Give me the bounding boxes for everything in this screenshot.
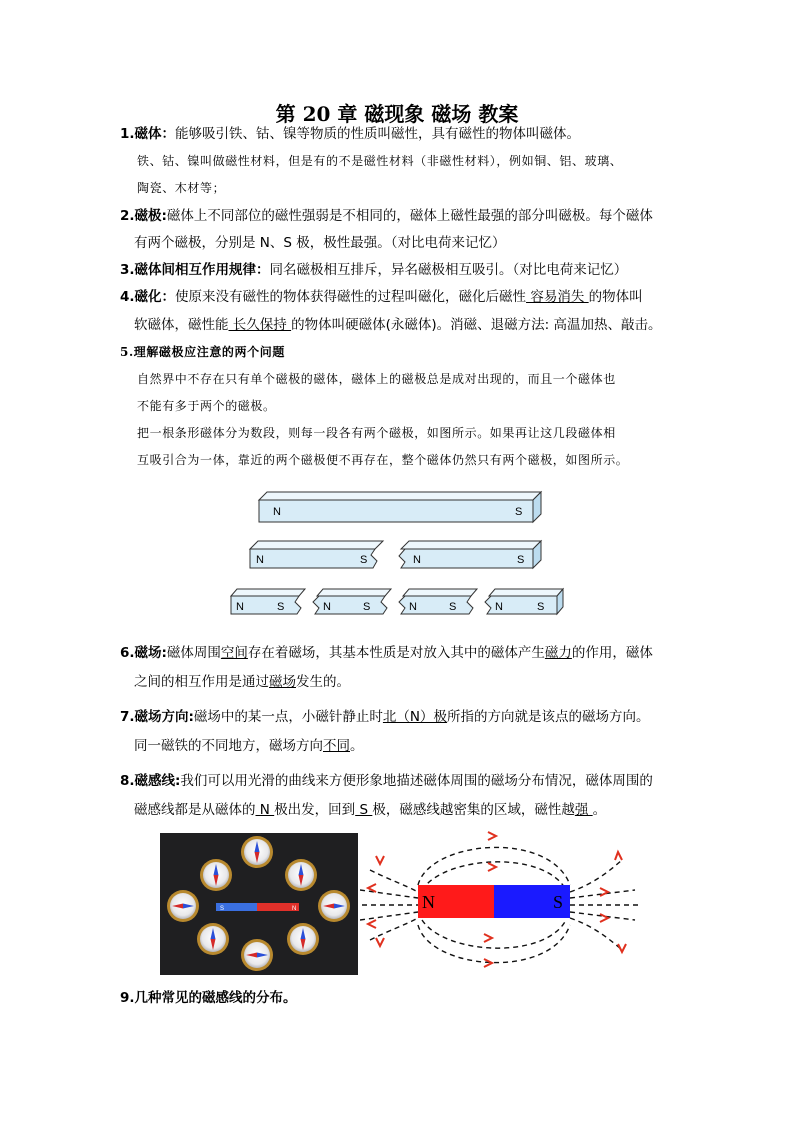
section-2 [120,207,653,225]
big-bar-magnet [418,885,570,918]
section-7-line-2 [134,737,364,755]
section-8-blank-3: 强 [574,802,593,818]
bar-magnets-figure [225,488,570,620]
section-8-line-1 [120,772,653,790]
magnet-full [259,492,541,522]
section-6-text: 的作用，磁体 [571,645,653,661]
big-magnet-label-n: N [422,892,435,912]
compass-icon [241,836,273,868]
section-1-note-1: 铁、钴、镍叫做磁性材料，但是有的不是磁性材料（非磁性材料），例如铜、铝、玻璃、 [137,154,623,168]
arrow-icon [484,934,492,942]
magnet-label-s: S [537,601,545,613]
section-4-line-1 [120,288,643,306]
section-6-blank-3: 磁场 [269,674,296,690]
compass-icon [318,890,350,922]
section-3-text: 同名磁极相互排斥，异名磁极相互吸引。（对比电荷来记忆） [269,262,628,278]
arrow-icon [488,832,496,840]
section-6-line-1 [120,644,653,662]
magnet-quarter-3 [399,589,477,614]
section-4-blank-2: 长久保持 [228,317,292,333]
section-6-text: 存在着磁场，其基本性质是对放入其中的磁体产生 [247,645,545,661]
section-8-text: 。 [592,802,607,818]
section-8-blank-2: S [355,802,373,818]
magnet-label-s: S [360,554,368,566]
magnet-quarter-2 [313,589,391,614]
magnet-label-s: S [363,601,371,613]
section-1-text: 能够吸引铁、钴、镍等物质的性质叫磁性，具有磁性的物体叫磁体。 [175,126,581,142]
section-8-text: 我们可以用光滑的曲线来方便形象地描述磁体周围的磁场分布情况，磁体周围的 [180,773,653,789]
section-8-head: 8.磁感线: [120,773,181,789]
small-bar-magnet [216,903,299,912]
section-8-blank-1: N [255,802,275,818]
compass-icon [167,890,199,922]
section-4-line-2 [134,316,661,334]
section-7-line-1 [120,708,650,726]
magnet-label-n: N [273,506,281,518]
section-2-head: 2.磁极: [120,208,167,224]
magnet-label-s: S [515,506,523,518]
section-4-text: 的物体叫 [588,289,643,305]
page-title: 第 20 章 磁现象 磁场 教案 [275,102,519,126]
section-7-blank-2: 不同 [323,738,350,754]
magnet-label-s: S [277,601,285,613]
section-7-text: 。 [350,738,364,754]
section-4-blank-1: 容易消失 [526,289,589,305]
section-6-blank-1: 空间 [220,645,248,661]
arrow-icon [600,914,608,922]
magnet-label-s: S [449,601,457,613]
arrow-icon [368,920,376,928]
section-5-p3: 把一根条形磁体分为数段，则每一段各有两个磁极，如图所示。如果再让这几段磁体相 [137,426,616,440]
section-6-line-2 [134,673,350,691]
section-6-text: 之间的相互作用是通过 [134,674,269,690]
arrow-icon [615,852,622,860]
magnet-half-2 [399,541,541,568]
section-2-text-2: 有两个磁极，分别是 N、S 极，极性最强。（对比电荷来记忆） [134,235,506,251]
magnet-label-s: S [517,554,525,566]
magnet-label-n: N [256,554,264,566]
arrow-icon [376,938,384,946]
section-2-text-1: 磁体上不同部位的磁性强弱是不相同的，磁体上磁性最强的部分叫磁极。每个磁体 [166,208,653,224]
compass-icon [241,939,273,971]
section-7-text: 同一磁铁的不同地方，磁场方向 [134,738,323,754]
arrow-icon [618,944,626,952]
magnet-label-n: N [495,601,503,613]
section-5-p1: 自然界中不存在只有单个磁极的磁体，磁体上的磁极总是成对出现的，而且一个磁体也 [137,372,616,386]
big-magnet-label-s: S [553,892,564,912]
magnet-quarter-4 [485,589,563,614]
field-lines-diagram [360,830,640,978]
section-5-p4: 互吸引合为一体，靠近的两个磁极便不再存在，整个磁体仍然只有两个磁极，如图所示。 [137,453,629,467]
magnet-label-n: N [409,601,417,613]
section-7-text: 所指的方向就是该点的磁场方向。 [447,709,650,725]
compass-icon [197,923,229,955]
section-9-head: 9.几种常见的磁感线的分布。 [120,990,297,1006]
section-6-text: 磁体周围 [166,645,221,661]
arrow-icon [376,856,384,864]
section-1-note-2: 陶瓷、木材等； [137,181,226,195]
magnet-quarter-1 [231,589,305,614]
section-1 [120,125,580,143]
section-8-text: 极出发，回到 [274,802,356,818]
section-3-head: 3.磁体间相互作用规律： [120,262,270,278]
section-7-blank-1: 北（N）极 [382,709,448,725]
section-4-head: 4.磁化： [120,289,176,305]
magnet-label-n: N [413,554,421,566]
section-8-text: 极，磁感线越密集的区域，磁性越 [372,802,575,818]
section-7-head: 7.磁场方向: [120,709,194,725]
section-6-head: 6.磁场: [120,645,167,661]
compass-icon [200,859,232,891]
section-5-p2: 不能有多于两个的磁极。 [137,399,276,413]
section-8-text: 磁感线都是从磁体的 [134,802,256,818]
section-6-text: 发生的。 [296,674,350,690]
section-3 [120,261,627,279]
section-1-head: 1.磁体： [120,126,176,142]
section-4-text: 的物体叫硬磁体(永磁体)。消磁、退磁方法: 高温加热、敲击。 [291,317,662,333]
section-5-head: 5.理解磁极应注意的两个问题 [120,345,285,359]
magnet-label-n: N [323,601,331,613]
section-7-text: 磁场中的某一点，小磁针静止时 [193,709,383,725]
section-4-text: 使原来没有磁性的物体获得磁性的过程叫磁化，磁化后磁性 [175,289,527,305]
arrow-icon [600,888,608,896]
magnet-label-n: N [236,601,244,613]
compass-icon [285,859,317,891]
compass-photo [160,833,358,975]
arrow-icon [488,863,496,871]
section-6-blank-2: 磁力 [544,645,572,661]
magnet-half-1 [250,541,383,568]
section-4-text: 软磁体，磁性能 [134,317,229,333]
compass-icon [287,923,319,955]
section-8-line-2 [134,801,606,819]
small-magnet-label-n: N [292,906,297,912]
small-magnet-label-s: S [220,906,225,912]
